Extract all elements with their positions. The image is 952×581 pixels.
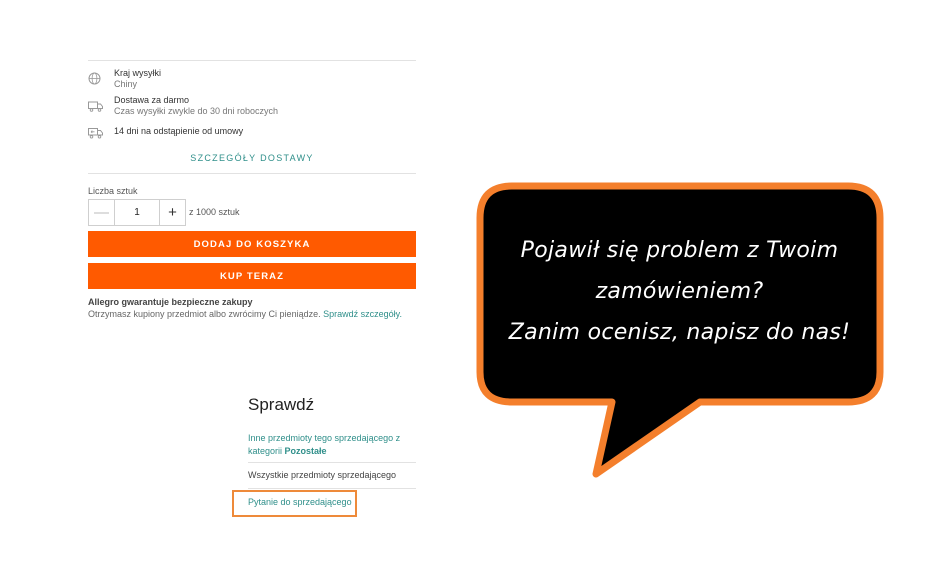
- buy-now-button[interactable]: KUP TERAZ: [88, 263, 416, 289]
- delivery-details-link[interactable]: SZCZEGÓŁY DOSTAWY: [190, 153, 314, 163]
- all-items-link[interactable]: Wszystkie przedmioty sprzedającego: [248, 470, 397, 480]
- guarantee-description: Otrzymasz kupiony przedmiot albo zwrócimy Ci pieniądze.: [88, 309, 321, 319]
- bubble-line-1: Pojawił się problem z Twoim: [520, 238, 839, 263]
- quantity-decrease-button[interactable]: —: [88, 199, 115, 226]
- other-items-text: Inne przedmioty tego sprzedającego z kategorii: [248, 433, 401, 456]
- ask-seller-link[interactable]: Pytanie do sprzedającego: [248, 497, 352, 507]
- guarantee-details-link[interactable]: Sprawdź szczegóły.: [323, 309, 402, 319]
- quantity-label: Liczba sztuk: [88, 186, 138, 196]
- delivery-time: Czas wysyłki zwykle do 30 dni roboczych: [114, 106, 279, 116]
- guarantee-title: Allegro gwarantuje bezpieczne zakupy: [88, 297, 253, 307]
- bubble-message: [482, 230, 877, 353]
- check-section-title: Sprawdź: [248, 395, 315, 414]
- add-to-cart-button[interactable]: DODAJ DO KOSZYKA: [88, 231, 416, 257]
- quantity-increase-button[interactable]: +: [159, 199, 186, 226]
- return-policy: 14 dni na odstąpienie od umowy: [114, 126, 244, 136]
- other-items-category: Pozostałe: [284, 446, 327, 456]
- bubble-line-3: Zanim ocenisz, napisz do nas!: [508, 320, 851, 345]
- delivery-label: Dostawa za darmo: [114, 95, 190, 105]
- bubble-line-2: zamówieniem?: [595, 279, 764, 304]
- shipping-country-value: Chiny: [114, 79, 138, 89]
- quantity-available: z 1000 sztuk: [189, 207, 240, 217]
- quantity-input[interactable]: 1: [115, 199, 159, 226]
- shipping-country-label: Kraj wysyłki: [114, 68, 162, 78]
